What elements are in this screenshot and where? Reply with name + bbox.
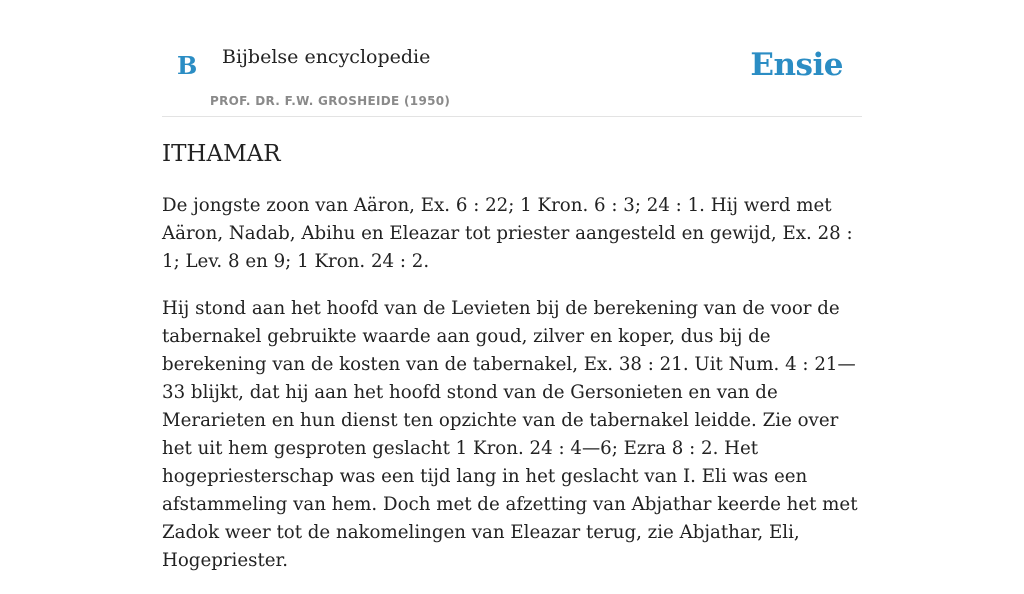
article-paragraph: Hij stond aan het hoofd van de Levieten bij de berekening van de voor de tabernakel gebruikte waarde aan goud, zilver en koper, dus bij de berekening van de kosten van de tabernakel, Ex. 38 : 21. Uit Num. 4 : 21—33 blijkt, dat hij aan het hoofd stond van de Gersonieten en van de Merarieten en hun dienst ten opzichte van de tabernakel leidde. Zie over het uit hem gesproten geslacht 1 Kron. 24 : 4—6; Ezra 8 : 2. Het hogepriesterschap was een tijd lang in het geslacht van I. Eli was een afstammeling van hem. Doch met de afzetting van Abjathar keerde het met Zadok weer tot de nakomelingen van Eleazar terug, zie Abjathar, Eli, Hogepriester. (162, 298, 858, 571)
entry-title: ITHAMAR (162, 141, 281, 167)
book-author: PROF. DR. F.W. GROSHEIDE (1950) (210, 94, 451, 108)
article-paragraph: De jongste zoon van Aäron, Ex. 6 : 22; 1 Kron. 6 : 3; 24 : 1. Hij werd met Aäron, Nadab, Abihu en Eleazar tot priester aangesteld en gewijd, Ex. 28 : 1; Lev. 8 en 9; 1 Kron. 24 : 2. (162, 195, 853, 272)
page (162, 0, 862, 571)
header (162, 0, 862, 117)
book-title-link[interactable]: Bijbelse encyclopedie (222, 46, 431, 68)
book-logo-icon[interactable]: B (177, 51, 198, 80)
article-body (162, 192, 862, 594)
ensie-logo-link[interactable]: Ensie (750, 47, 843, 83)
